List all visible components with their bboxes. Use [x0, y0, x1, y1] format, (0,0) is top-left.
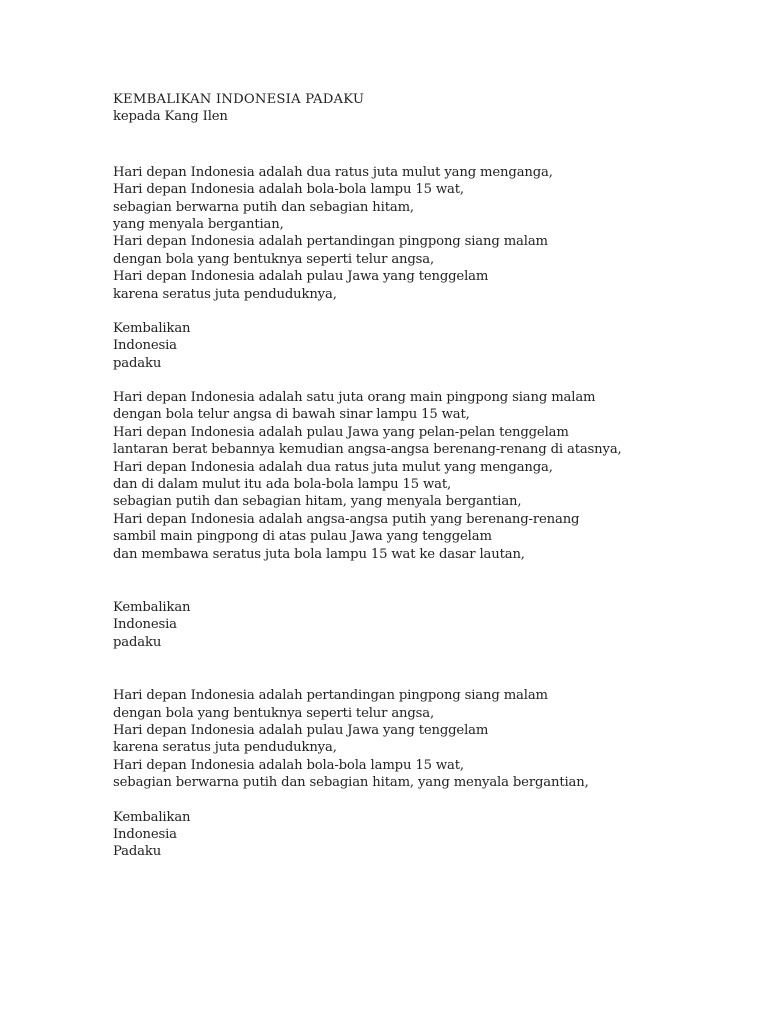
verse-line: sambil main pingpong di atas pulau Jawa yang tenggelam [113, 529, 492, 545]
verse-line: Hari depan Indonesia adalah pulau Jawa yang tenggelam [113, 722, 489, 738]
refrain-3 [113, 809, 733, 861]
verse-line: Hari depan Indonesia adalah dua ratus juta mulut yang menganga, [113, 459, 553, 475]
refrain-line: Kembalikan [113, 599, 191, 615]
verse-line: dan membawa seratus juta bola lampu 15 wat ke dasar lautan, [113, 546, 525, 562]
refrain-line: Indonesia [113, 826, 177, 842]
poem-dedication: kepada Kang Ilen [113, 109, 228, 125]
refrain-line: Kembalikan [113, 809, 191, 825]
verse-line: sebagian berwarna putih dan sebagian hitam, yang menyala bergantian, [113, 775, 589, 791]
stanza-3 [113, 687, 733, 791]
verse-line: dan di dalam mulut itu ada bola-bola lampu 15 wat, [113, 477, 452, 493]
refrain-2 [113, 599, 733, 651]
verse-line: lantaran berat bebannya kemudian angsa-angsa berenang-renang di atasnya, [113, 442, 622, 458]
verse-line: dengan bola yang bentuknya seperti telur angsa, [113, 705, 435, 721]
verse-line: Hari depan Indonesia adalah pulau Jawa yang pelan-pelan tenggelam [113, 424, 569, 440]
verse-line: Hari depan Indonesia adalah bola-bola lampu 15 wat, [113, 757, 464, 773]
refrain-line: Padaku [113, 844, 162, 860]
stanza-1 [113, 164, 733, 303]
refrain-line: Indonesia [113, 338, 177, 354]
verse-line: Hari depan Indonesia adalah dua ratus juta mulut yang menganga, [113, 164, 553, 180]
verse-line: yang menyala bergantian, [113, 216, 284, 232]
refrain-line: Kembalikan [113, 320, 191, 336]
verse-line: karena seratus juta penduduknya, [113, 286, 337, 302]
verse-line: Hari depan Indonesia adalah angsa-angsa putih yang berenang-renang [113, 511, 580, 527]
verse-line: Hari depan Indonesia adalah bola-bola lampu 15 wat, [113, 182, 464, 198]
refrain-1 [113, 320, 733, 372]
verse-line: karena seratus juta penduduknya, [113, 740, 337, 756]
refrain-line: Indonesia [113, 617, 177, 633]
verse-line: Hari depan Indonesia adalah pulau Jawa yang tenggelam [113, 269, 489, 285]
poem-text [113, 91, 733, 861]
poem-title: KEMBALIKAN INDONESIA PADAKU [113, 92, 365, 107]
refrain-line: padaku [113, 355, 162, 371]
verse-line: Hari depan Indonesia adalah pertandingan pingpong siang malam [113, 234, 548, 250]
verse-line: sebagian berwarna putih dan sebagian hitam, [113, 199, 414, 215]
verse-line: dengan bola telur angsa di bawah sinar lampu 15 wat, [113, 407, 470, 423]
verse-line: Hari depan Indonesia adalah pertandingan pingpong siang malam [113, 688, 548, 704]
refrain-line: padaku [113, 634, 162, 650]
verse-line: sebagian putih dan sebagian hitam, yang menyala bergantian, [113, 494, 522, 510]
stanza-2 [113, 389, 733, 563]
verse-line: Hari depan Indonesia adalah satu juta orang main pingpong siang malam [113, 390, 596, 406]
verse-line: dengan bola yang bentuknya seperti telur angsa, [113, 251, 435, 267]
